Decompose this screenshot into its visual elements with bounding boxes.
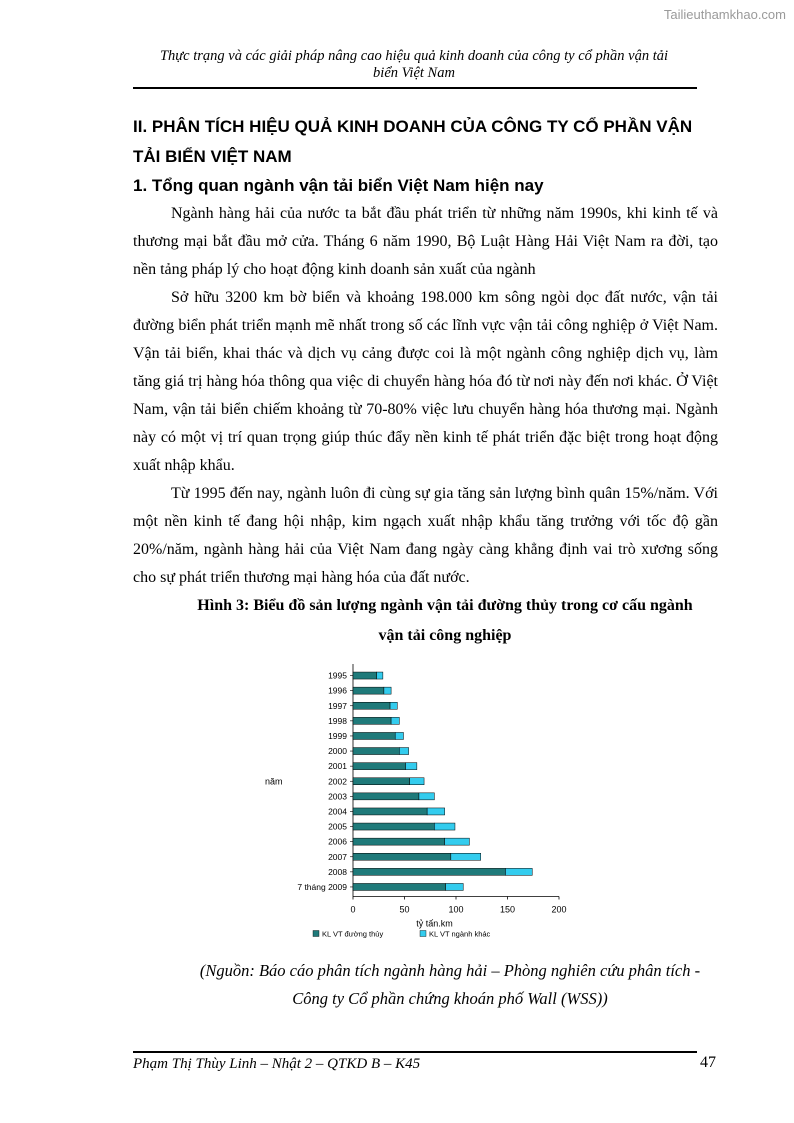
bar-waterway xyxy=(353,763,406,770)
bar-other xyxy=(434,823,455,830)
x-tick-label: 0 xyxy=(350,904,356,915)
bar-waterway xyxy=(353,672,377,679)
bar-other xyxy=(377,672,383,679)
figure-source xyxy=(150,957,750,1013)
bar-waterway xyxy=(353,687,384,694)
y-tick-label: 1997 xyxy=(328,700,347,711)
figure-title-line-2: vận tải công nghiệp xyxy=(378,627,512,644)
y-tick-label: 1995 xyxy=(328,670,347,681)
bar-other xyxy=(419,793,434,800)
bar-other xyxy=(390,702,397,709)
legend-swatch xyxy=(313,931,319,937)
footer-rule xyxy=(133,1051,697,1053)
x-tick-label: 100 xyxy=(448,904,464,915)
running-header xyxy=(133,48,695,82)
stacked-bar-chart xyxy=(255,658,585,948)
bar-waterway xyxy=(353,868,505,875)
legend-swatch xyxy=(420,931,426,937)
subsection-title: 1. Tổng quan ngành vận tải biển Việt Nam hiện nay xyxy=(133,176,544,195)
bar-other xyxy=(445,838,470,845)
y-tick-label: 2001 xyxy=(328,761,347,772)
bar-other xyxy=(505,868,532,875)
x-tick-label: 150 xyxy=(499,904,516,915)
bar-waterway xyxy=(353,838,445,845)
x-tick-label: 200 xyxy=(551,904,567,915)
page-number: 47 xyxy=(700,1054,716,1071)
bar-other xyxy=(410,778,424,785)
bar-waterway xyxy=(353,748,399,755)
bar-other xyxy=(446,883,464,890)
bar-other xyxy=(406,763,417,770)
header-rule xyxy=(133,87,697,89)
paragraph-2: Sở hữu 3200 km bờ biển và khoảng 198.000 km sông ngòi dọc đất nước, vận tải đường biển phát triển mạnh mẽ nhất trong số các lĩnh vực vận tải công nghiệp ở Việt Nam. Vận tải biển, khai thác và dịch vụ cảng được coi là một ngành công nghiệp dịch vụ, làm tăng giá trị hàng hóa thông qua việc di chuyển hàng hóa đó từ nơi này đến nơi khác. Ở Việt Nam, vận tải biển chiếm khoảng từ 70-80% việc lưu chuyển hàng hóa thương mại. Ngành này có một vị trí quan trọng giúp thúc đẩy nền kinh tế phát triển đặc biệt trong hoạt động xuất nhập khẩu. xyxy=(133,289,718,474)
legend-label: KL VT đường thủy xyxy=(322,929,384,939)
figure-title-line-1: Hình 3: Biểu đồ sản lượng ngành vận tải đường thủy trong cơ cấu ngành xyxy=(197,597,693,614)
y-tick-label: 1996 xyxy=(328,685,347,696)
paragraph-1: Ngành hàng hải của nước ta bắt đầu phát triển từ những năm 1990s, khi kinh tế và thương mại bắt đầu mở cửa. Tháng 6 năm 1990, Bộ Luật Hàng Hải Việt Nam ra đời, tạo nền tảng pháp lý cho hoạt động kinh doanh sản xuất của ngành xyxy=(133,205,718,278)
bar-other xyxy=(395,732,403,739)
y-tick-label: 2000 xyxy=(328,746,347,757)
y-axis-label: năm xyxy=(265,776,283,787)
bar-waterway xyxy=(353,883,446,890)
bar-waterway xyxy=(353,717,391,724)
y-tick-label: 7 tháng 2009 xyxy=(297,881,347,892)
bar-waterway xyxy=(353,808,427,815)
x-axis-label: tỷ tấn.km xyxy=(416,918,453,929)
bar-other xyxy=(399,748,408,755)
y-tick-label: 2006 xyxy=(328,836,347,847)
y-tick-label: 2002 xyxy=(328,776,347,787)
y-tick-label: 1999 xyxy=(328,730,347,741)
bar-waterway xyxy=(353,823,434,830)
bar-waterway xyxy=(353,732,395,739)
bar-other xyxy=(391,717,399,724)
bar-other xyxy=(384,687,391,694)
header-line-2: biển Việt Nam xyxy=(373,65,455,81)
bar-waterway xyxy=(353,793,419,800)
y-tick-label: 2007 xyxy=(328,851,347,862)
y-tick-label: 2005 xyxy=(328,821,347,832)
bar-waterway xyxy=(353,778,410,785)
source-line-2: Công ty Cổ phần chứng khoán phố Wall (WSS)) xyxy=(292,989,608,1008)
y-tick-label: 1998 xyxy=(328,715,347,726)
bar-waterway xyxy=(353,702,390,709)
legend-label: KL VT ngành khác xyxy=(429,929,491,939)
y-tick-label: 2004 xyxy=(328,806,347,817)
paragraph-3: Từ 1995 đến nay, ngành luôn đi cùng sự gia tăng sản lượng bình quân 15%/năm. Với một nền kinh tế đang hội nhập, kim ngạch xuất nhập khẩu tăng trưởng với tốc độ gần 20%/năm, ngành hàng hải của Việt Nam đang ngày càng khẳng định vai trò xương sống cho sự phát triển thương mại hàng hóa của đất nước. xyxy=(133,485,718,586)
figure-title xyxy=(160,591,730,651)
watermark: Tailieuthamkhao.com xyxy=(663,7,786,22)
section-title: II. PHÂN TÍCH HIỆU QUẢ KINH DOANH CỦA CÔNG TY CỔ PHẦN VẬN TẢI BIỂN VIỆT NAM xyxy=(133,117,693,166)
bar-other xyxy=(427,808,445,815)
header-line-1: Thực trạng và các giải pháp nâng cao hiệu quả kinh doanh của công ty cổ phần vận tải xyxy=(159,48,669,64)
footer-author: Phạm Thị Thùy Linh – Nhật 2 – QTKD B – K45 xyxy=(133,1056,421,1072)
bar-other xyxy=(451,853,481,860)
source-line-1: (Nguồn: Báo cáo phân tích ngành hàng hải – Phòng nghiên cứu phân tích - xyxy=(199,961,701,980)
y-tick-label: 2003 xyxy=(328,791,347,802)
x-tick-label: 50 xyxy=(399,904,410,915)
bar-waterway xyxy=(353,853,451,860)
y-tick-label: 2008 xyxy=(328,866,347,877)
